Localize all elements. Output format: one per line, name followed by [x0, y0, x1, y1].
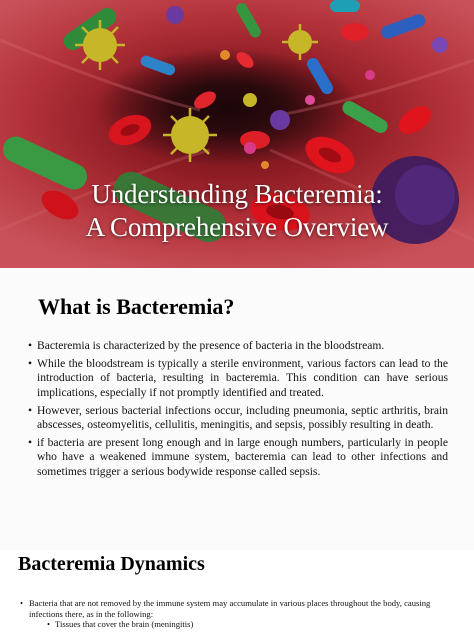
- sub-list: [29, 619, 465, 630]
- section-heading-what-is: What is Bacteremia?: [38, 294, 235, 319]
- section-heading-dynamics: Bacteremia Dynamics: [18, 553, 205, 575]
- list-item-text: Bacteria that are not removed by the immune system may accumulate in various places throughout the body, causing infections there, as in the following:: [29, 598, 431, 619]
- list-item: • if bacteria are present long enough and in large enough numbers, particularly in people who have a weakened immune system, bacteremia can lead to other infections and sometimes trigger a serious bodywide response called sepsis.: [28, 436, 448, 479]
- list-item: [20, 598, 465, 630]
- definition-list: [28, 339, 448, 483]
- list-item: • However, serious bacterial infections occur, including pneumonia, septic arthritis, brain abscesses, osteomyelitis, cellulitis, meningitis, and sepsis, possibly resulting in death.: [28, 404, 448, 432]
- hero-banner: [0, 0, 474, 268]
- list-item: • Bacteremia is characterized by the presence of bacteria in the bloodstream.: [28, 339, 448, 353]
- sub-list-item: • Tissues that cover the brain (meningitis): [47, 619, 465, 630]
- dynamics-list: [20, 598, 465, 630]
- list-item: • While the bloodstream is typically a sterile environment, various factors can lead to the introduction of bacteria, resulting in bacteremia. This condition can have serious implications, especially if not promptly identified and treated.: [28, 357, 448, 400]
- page-title: [0, 178, 474, 244]
- title-line-1: Understanding Bacteremia:: [91, 179, 383, 209]
- title-line-2: A Comprehensive Overview: [85, 212, 389, 242]
